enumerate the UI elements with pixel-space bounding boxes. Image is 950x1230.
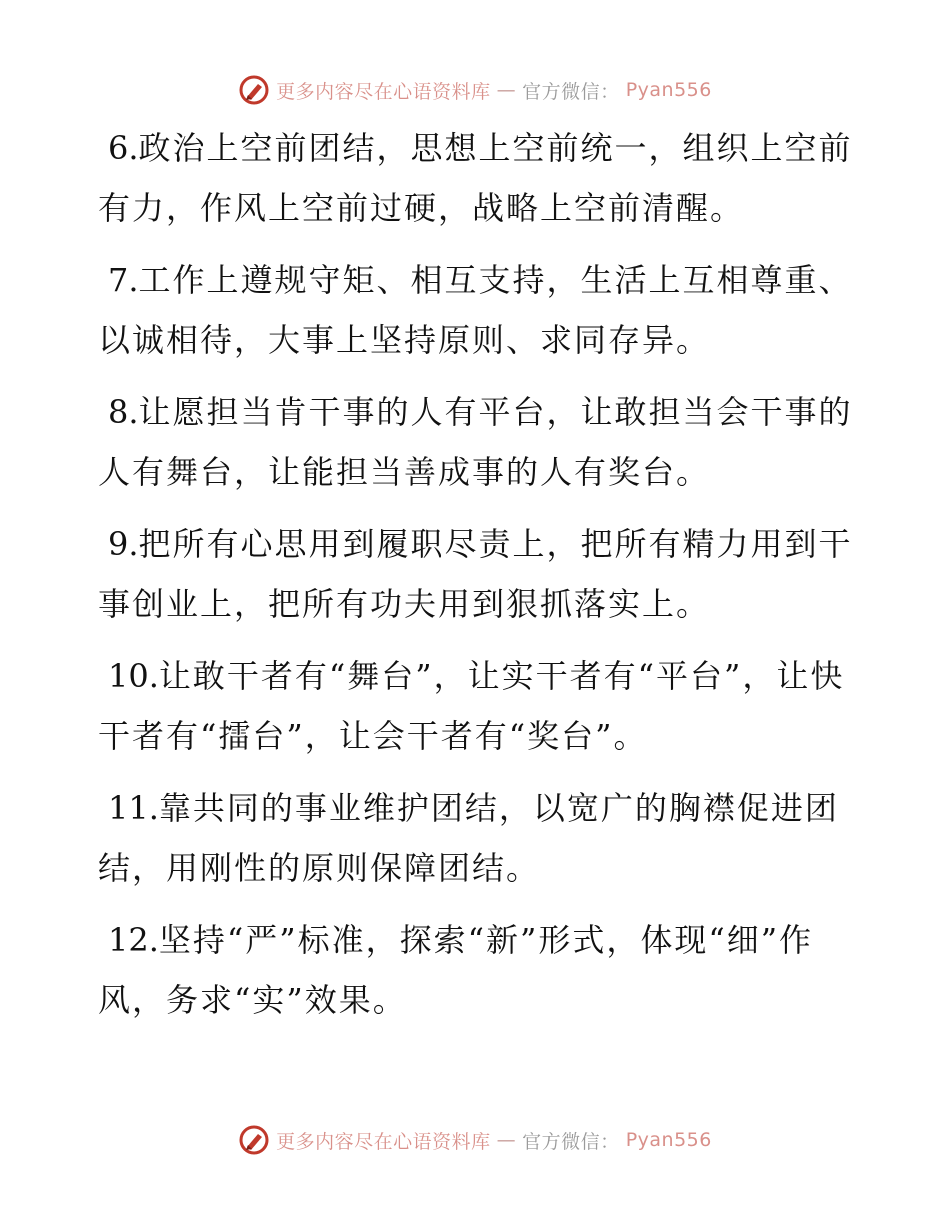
item-text: 政治上空前团结，思想上空前统一，组织上空前有力，作风上空前过硬，战略上空前清醒。	[98, 129, 853, 227]
item-text: 坚持“严”标准，探索“新”形式，体现“细”作风，务求“实”效果。	[98, 921, 814, 1019]
list-item	[98, 514, 858, 634]
footer-watermark	[0, 1120, 950, 1160]
item-number: 8.	[108, 393, 139, 431]
item-number: 6.	[108, 129, 139, 167]
list-item	[98, 646, 858, 766]
item-number: 9.	[108, 525, 139, 563]
item-number: 10.	[108, 657, 159, 695]
watermark-brand-text: 更多内容尽在心语资料库	[276, 1130, 491, 1153]
item-number: 11.	[108, 789, 159, 827]
list-item	[98, 778, 858, 898]
item-text: 靠共同的事业维护团结，以宽广的胸襟促进团结，用刚性的原则保障团结。	[98, 789, 839, 887]
watermark-separator: —	[496, 1129, 517, 1151]
list-item	[98, 382, 858, 502]
watermark-official-label: 官方微信：	[522, 1130, 620, 1153]
watermark-brand-text: 更多内容尽在心语资料库	[276, 80, 491, 103]
list-item	[98, 250, 858, 370]
list-item	[98, 118, 858, 238]
item-text: 让愿担当肯干事的人有平台，让敢担当会干事的人有舞台，让能担当善成事的人有奖台。	[98, 393, 853, 491]
watermark-account-id: Pyan556	[625, 79, 712, 101]
item-text: 让敢干者有“舞台”，让实干者有“平台”，让快干者有“擂台”，让会干者有“奖台”。	[98, 657, 845, 755]
item-number: 7.	[108, 261, 139, 299]
list-item	[98, 910, 858, 1030]
content-list	[98, 118, 858, 1042]
watermark-account-id: Pyan556	[625, 1129, 712, 1151]
pen-circle-logo-icon	[238, 74, 270, 106]
watermark-separator: —	[496, 79, 517, 101]
item-text: 把所有心思用到履职尽责上，把所有精力用到干事创业上，把所有功夫用到狠抓落实上。	[98, 525, 853, 623]
header-watermark	[0, 70, 950, 110]
item-number: 12.	[108, 921, 159, 959]
watermark-official-label: 官方微信：	[522, 80, 620, 103]
item-text: 工作上遵规守矩、相互支持，生活上互相尊重、以诚相待，大事上坚持原则、求同存异。	[98, 261, 853, 359]
pen-circle-logo-icon	[238, 1124, 270, 1156]
